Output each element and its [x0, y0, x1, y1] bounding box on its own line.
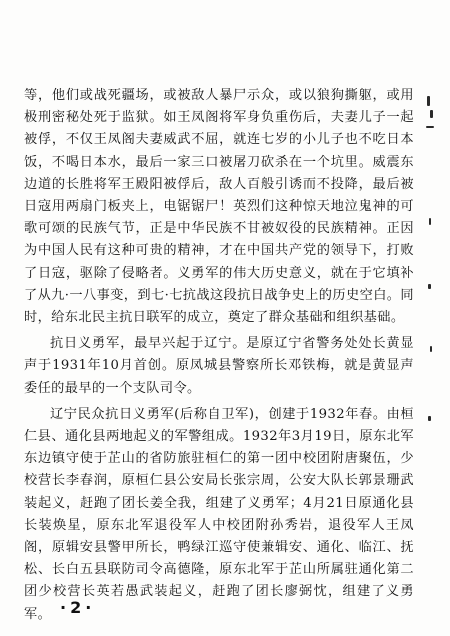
body-text	[24, 85, 414, 630]
paragraph-3: 辽宁民众抗日义勇军(后称自卫军)，创建于1932年春。由桓仁县、通化县两地起义的军警组成。1932年3月19日，原东北军东边镇守使于芷山的省防旅驻桓仁的第一团中校团附唐聚伍，少校营长李春润，原桓仁县公安局长张宗周，公安大队长郭景珊武装起义，赶跑了团长姜全我，组建了义勇军；4月21日原通化县长装焕星，原东北军退役军人中校团附孙秀岩，退役军人王凤阁，原辑安县警甲所长，鸭绿江巡守使兼辑安、通化、临江、抚松、长白五县联防司令高德隆，原东北军于芷山所属驻通化第二团少校营长英若愚武装起义，赶跑了团长廖弼忱，组建了义勇军。	[24, 406, 414, 622]
scan-mark	[428, 284, 431, 289]
scan-mark	[430, 110, 433, 118]
scan-mark	[426, 126, 434, 128]
paragraph-2: 抗日义勇军，最早兴起于辽宁。是原辽宁省警务处处长黄显声于1931年10月首创。原凤城县警察所长邓铁梅，就是黄显声委任的最早的一个支队司令。	[24, 336, 414, 396]
scan-mark	[427, 96, 430, 106]
scan-mark	[428, 416, 431, 421]
paragraph-1: 等，他们或战死疆场，或被敌人暴尸示众，或以狼狗撕躯，或用极刑密秘处死于监狱。如王凤阁将军身负重伤后，夫妻儿子一起被俘，不仅王凤阁夫妻威武不屈，就连七岁的小儿子也不吃日本饭，不喝日本水，最后一家三口被屠刀砍杀在一个坑里。威震东边道的长胜将军王殿阳被俘后，敌人百般引诱而不投降，最后被日寇用两扇门板夹上，电锯锯尸！英烈们这种惊天地泣鬼神的可歌可颂的民族气节，正是中华民族不甘被奴役的民族精神。正因为中国人民有这种可贵的精神，才在中国共产党的领导下，打败了日寇，驱除了侵略者。义勇军的伟大历史意义，就在于它填补了从九·一八事变，到七·七抗战这段抗日战争史上的历史空白。同时，给东北民主抗日联军的成立，奠定了群众基础和组织基础。	[24, 88, 414, 326]
scan-mark	[429, 218, 431, 225]
scan-mark	[430, 346, 432, 352]
page-number: ·2·	[60, 598, 96, 617]
scan-edge-marks	[424, 96, 438, 476]
